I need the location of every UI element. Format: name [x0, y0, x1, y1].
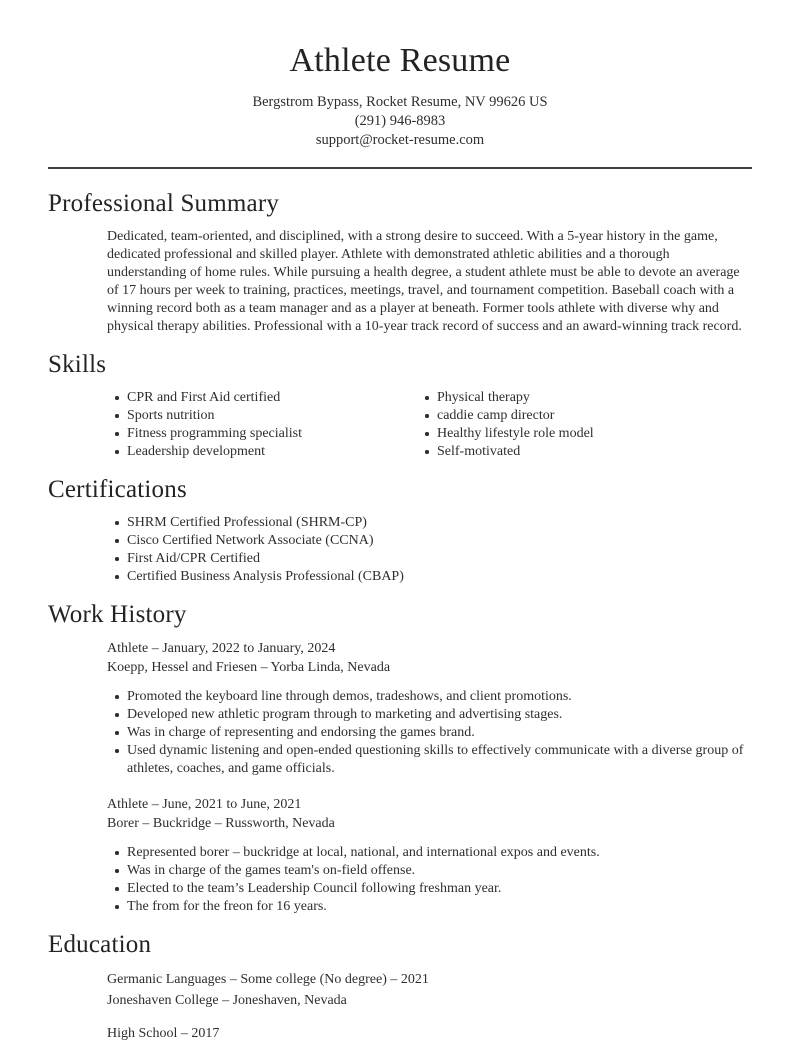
skill-item: caddie camp director [437, 407, 752, 425]
certification-item: Cisco Certified Network Associate (CCNA) [127, 532, 752, 550]
summary-heading: Professional Summary [48, 190, 280, 217]
education-degree-line: Germanic Languages – Some college (No degree) – 2021 [107, 972, 429, 987]
skill-item: Physical therapy [437, 389, 752, 407]
skills-list-right [400, 389, 752, 461]
education-degree-line: High School – 2017 [107, 1026, 220, 1041]
job-entry [48, 795, 752, 916]
section-professional-summary [48, 190, 752, 336]
skills-heading: Skills [48, 351, 107, 378]
job-duty: The from for the freon for 16 years. [127, 898, 752, 916]
certification-item: First Aid/CPR Certified [127, 550, 752, 568]
job-company-location: Borer – Buckridge – Russworth, Nevada [107, 816, 335, 831]
resume-header [48, 42, 752, 150]
summary-paragraph: Dedicated, team-oriented, and disciplined, with a strong desire to succeed. With a 5-year history in the game, dedicated professional and skilled player. Athlete with demonstrated athletic abilities and a thorough understanding of home rules. While pursuing a health degree, a student athlete must be able to devote an average of 17 hours per week to training, practices, meetings, travel, and tournament competition. Baseball coach with a winning record both as a team manager and as a player at beneath. Former tools athlete with diverse why and physical therapy abilities. Professional with a 10-year track record of success and an award-winning track record. [107, 229, 742, 334]
skill-item: Fitness programming specialist [127, 425, 400, 443]
skill-item: Sports nutrition [127, 407, 400, 425]
skill-item: Self-motivated [437, 443, 752, 461]
job-duty: Represented borer – buckridge at local, national, and international expos and events. [127, 844, 752, 862]
header-divider [48, 167, 752, 169]
skill-item: Healthy lifestyle role model [437, 425, 752, 443]
certification-item: Certified Business Analysis Professional (CBAP) [127, 568, 752, 586]
contact-address: Bergstrom Bypass, Rocket Resume, NV 99626 US [252, 94, 548, 110]
job-title-dates: Athlete – January, 2022 to January, 2024 [107, 641, 336, 656]
job-duties-list [48, 844, 752, 916]
section-skills [48, 351, 752, 461]
job-title-dates: Athlete – June, 2021 to June, 2021 [107, 797, 302, 812]
skills-list-left [48, 389, 400, 461]
skill-item: Leadership development [127, 443, 400, 461]
contact-email: support@rocket-resume.com [315, 132, 485, 148]
contact-phone: (291) 946-8983 [354, 113, 446, 129]
job-duty: Elected to the team’s Leadership Council following freshman year. [127, 880, 752, 898]
job-duties-list [48, 688, 752, 778]
job-duty: Promoted the keyboard line through demos, tradeshows, and client promotions. [127, 688, 752, 706]
certifications-heading: Certifications [48, 476, 187, 503]
job-entry [48, 639, 752, 778]
job-company-location: Koepp, Hessel and Friesen – Yorba Linda, Nevada [107, 660, 391, 675]
education-heading: Education [48, 931, 152, 958]
education-school-line: Joneshaven College – Joneshaven, Nevada [107, 993, 347, 1008]
section-education [48, 931, 752, 1044]
skills-columns [48, 389, 752, 461]
section-work-history [48, 601, 752, 916]
education-entry [107, 969, 752, 1011]
job-duty: Was in charge of representing and endorsing the games brand. [127, 724, 752, 742]
work-history-heading: Work History [48, 601, 187, 628]
skill-item: CPR and First Aid certified [127, 389, 400, 407]
job-duty: Was in charge of the games team's on-field offense. [127, 862, 752, 880]
job-duty: Developed new athletic program through to marketing and advertising stages. [127, 706, 752, 724]
section-certifications [48, 476, 752, 586]
certifications-list [48, 514, 752, 586]
job-duty: Used dynamic listening and open-ended questioning skills to effectively communicate with a diverse group of athletes, coaches, and game officials. [127, 742, 752, 778]
certification-item: SHRM Certified Professional (SHRM-CP) [127, 514, 752, 532]
page-title: Athlete Resume [289, 42, 511, 79]
education-entry [107, 1023, 752, 1044]
